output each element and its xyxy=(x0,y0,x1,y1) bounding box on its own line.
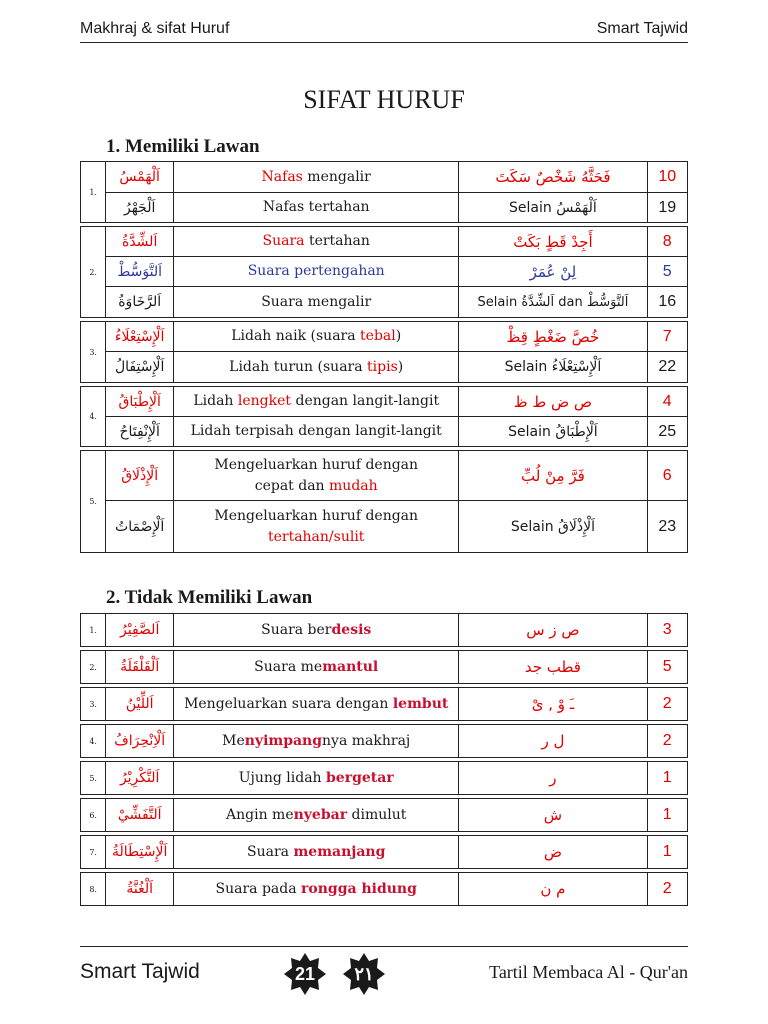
section-title-1: 1. Memiliki Lawan xyxy=(106,136,260,157)
row-number: 2. xyxy=(81,651,106,684)
sifat-description: Suara memantul xyxy=(174,651,459,684)
sifat-letters: ر xyxy=(459,762,647,795)
group-number: 2. xyxy=(81,227,106,318)
table-row xyxy=(81,227,688,257)
sifat-letters: Selain اَلْإِسْتِعْلَاءُ xyxy=(459,352,647,383)
sifat-letters: Selain اَلْهَمْسُ xyxy=(459,193,647,223)
table-row xyxy=(81,614,688,647)
table-row xyxy=(81,501,688,553)
table-row xyxy=(81,651,688,684)
sifat-letters: Selain اَلشِّدَّةُ dan اَلتَّوَسُّطْ xyxy=(459,287,647,318)
sifat-letters: ل ر xyxy=(459,725,647,758)
page-number-latin: 21 xyxy=(294,963,316,984)
sifat-description: Suara mengalir xyxy=(174,287,459,318)
sifat-arabic: اَلشِّدَّةُ xyxy=(106,227,174,257)
sifat-description: Mengeluarkan suara dengan lembut xyxy=(174,688,459,721)
sifat-letters: فَرَّ مِنْ لُبِّ xyxy=(459,451,647,501)
table-row xyxy=(81,162,688,193)
row-number: 6. xyxy=(81,799,106,832)
letter-count: 6 xyxy=(647,451,688,501)
sifat-letters: ش xyxy=(459,799,647,832)
sifat-description: Nafas mengalir xyxy=(174,162,459,193)
row-number: 8. xyxy=(81,873,106,906)
letter-count: 16 xyxy=(647,287,688,318)
sifat-description: Suara memanjang xyxy=(174,836,459,869)
sifat-letters: ـَ وْ , ىْ xyxy=(459,688,647,721)
table-row xyxy=(81,257,688,287)
header-right-text: Smart Tajwid xyxy=(596,20,688,37)
header-left-text: Makhraj & sifat Huruf xyxy=(80,20,230,37)
sifat-arabic: اَلْإِطْبَاقُ xyxy=(106,387,174,417)
sifat-arabic: اَلْهَمْسُ xyxy=(106,162,174,193)
letter-count: 4 xyxy=(647,387,688,417)
sifat-description: Suara pertengahan xyxy=(174,257,459,287)
letter-count: 5 xyxy=(647,257,688,287)
letter-count: 2 xyxy=(647,688,688,721)
sifat-letters: ض xyxy=(459,836,647,869)
row-number: 3. xyxy=(81,688,106,721)
table-row xyxy=(81,387,688,417)
page-title: SIFAT HURUF xyxy=(303,85,465,114)
letter-count: 25 xyxy=(647,417,688,447)
sifat-arabic: اَلْجَهْرُ xyxy=(106,193,174,223)
table-row xyxy=(81,762,688,795)
letter-count: 23 xyxy=(647,501,688,553)
table-row xyxy=(81,417,688,447)
sifat-letters: قطب جد xyxy=(459,651,647,684)
sifat-letters: ص ز س xyxy=(459,614,647,647)
letter-count: 1 xyxy=(647,799,688,832)
letter-count: 22 xyxy=(647,352,688,383)
row-number: 7. xyxy=(81,836,106,869)
footer-right-text: Tartil Membaca Al - Qur'an xyxy=(489,962,688,982)
sifat-arabic: اَلْإِسْتِعْلَاءُ xyxy=(106,322,174,352)
sifat-letters: ص ض ط ظ xyxy=(459,387,647,417)
table-row xyxy=(81,688,688,721)
sifat-arabic: اَلْإِسْتِفَالُ xyxy=(106,352,174,383)
sifat-table-lawan xyxy=(80,161,688,553)
sifat-letters: Selain اَلْإِطْبَاقُ xyxy=(459,417,647,447)
sifat-description: Lidah terpisah dengan langit-langit xyxy=(174,417,459,447)
letter-count: 3 xyxy=(647,614,688,647)
sifat-letters: خُصَّ ضَغْطٍ قِظْ xyxy=(459,322,647,352)
sifat-arabic: اَلتَّكْرِيْرُ xyxy=(106,762,174,795)
sifat-arabic: اَلْقَلْقَلَةُ xyxy=(106,651,174,684)
sifat-arabic: اَلتَّفَشِّيْ xyxy=(106,799,174,832)
group-number: 4. xyxy=(81,387,106,447)
footer-divider xyxy=(80,946,688,947)
section-title-2: 2. Tidak Memiliki Lawan xyxy=(106,587,313,608)
page-number-badge-arabic xyxy=(342,952,386,996)
sifat-letters: Selain اَلْإِذْلَاقُ xyxy=(459,501,647,553)
sifat-arabic: اَلصَّفِيْرُ xyxy=(106,614,174,647)
sifat-arabic: اَلْإِنْفِتَاحُ xyxy=(106,417,174,447)
sifat-description: Angin menyebar dimulut xyxy=(174,799,459,832)
table-row xyxy=(81,725,688,758)
sifat-arabic: اَلْإِذْلَاقُ xyxy=(106,451,174,501)
page-number-badge xyxy=(283,952,327,996)
table-row xyxy=(81,836,688,869)
sifat-description: Menyimpangnya makhraj xyxy=(174,725,459,758)
sifat-arabic: اَلْإِصْمَاتُ xyxy=(106,501,174,553)
letter-count: 5 xyxy=(647,651,688,684)
sifat-letters: لِنْ عُمَرْ xyxy=(459,257,647,287)
sifat-description: Lidah turun (suara tipis) xyxy=(174,352,459,383)
page-header xyxy=(80,20,688,43)
letter-count: 2 xyxy=(647,725,688,758)
letter-count: 2 xyxy=(647,873,688,906)
group-number: 1. xyxy=(81,162,106,223)
sifat-arabic: اَلرَّخَاوَةُ xyxy=(106,287,174,318)
sifat-letters: م ن xyxy=(459,873,647,906)
sifat-arabic: اَلْاِنْحِرَافُ xyxy=(106,725,174,758)
sifat-arabic: اَلتَّوَسُّطْ xyxy=(106,257,174,287)
table-row xyxy=(81,799,688,832)
sifat-description: Suara tertahan xyxy=(174,227,459,257)
row-number: 5. xyxy=(81,762,106,795)
page-number-arabic: ٢١ xyxy=(354,963,374,984)
table-row xyxy=(81,873,688,906)
letter-count: 19 xyxy=(647,193,688,223)
sifat-description: Lidah naik (suara tebal) xyxy=(174,322,459,352)
sifat-arabic: اَللِّيْنُ xyxy=(106,688,174,721)
sifat-arabic: اَلْإِسْتِطَالَةُ xyxy=(106,836,174,869)
group-number: 3. xyxy=(81,322,106,383)
row-number: 1. xyxy=(81,614,106,647)
letter-count: 1 xyxy=(647,762,688,795)
sifat-description: Suara pada rongga hidung xyxy=(174,873,459,906)
sifat-description: Mengeluarkan huruf dengan tertahan/sulit xyxy=(174,501,459,553)
sifat-description: Suara berdesis xyxy=(174,614,459,647)
group-number: 5. xyxy=(81,451,106,553)
letter-count: 7 xyxy=(647,322,688,352)
table-row xyxy=(81,193,688,223)
table-row xyxy=(81,451,688,501)
sifat-letters: فَحَثَّهُ شَخْصٌ سَكَتَ xyxy=(459,162,647,193)
sifat-description: Nafas tertahan xyxy=(174,193,459,223)
table-row xyxy=(81,322,688,352)
row-number: 4. xyxy=(81,725,106,758)
sifat-arabic: اَلْغُنَّةُ xyxy=(106,873,174,906)
sifat-table-tanpa-lawan xyxy=(80,613,688,906)
letter-count: 8 xyxy=(647,227,688,257)
letter-count: 10 xyxy=(647,162,688,193)
sifat-description: Mengeluarkan huruf dengan cepat dan mudah xyxy=(174,451,459,501)
sifat-description: Ujung lidah bergetar xyxy=(174,762,459,795)
table-row xyxy=(81,352,688,383)
table-row xyxy=(81,287,688,318)
letter-count: 1 xyxy=(647,836,688,869)
footer-left-text: Smart Tajwid xyxy=(80,960,200,983)
sifat-letters: أَجِدْ قَطٍ بَكَتْ xyxy=(459,227,647,257)
sifat-description: Lidah lengket dengan langit-langit xyxy=(174,387,459,417)
